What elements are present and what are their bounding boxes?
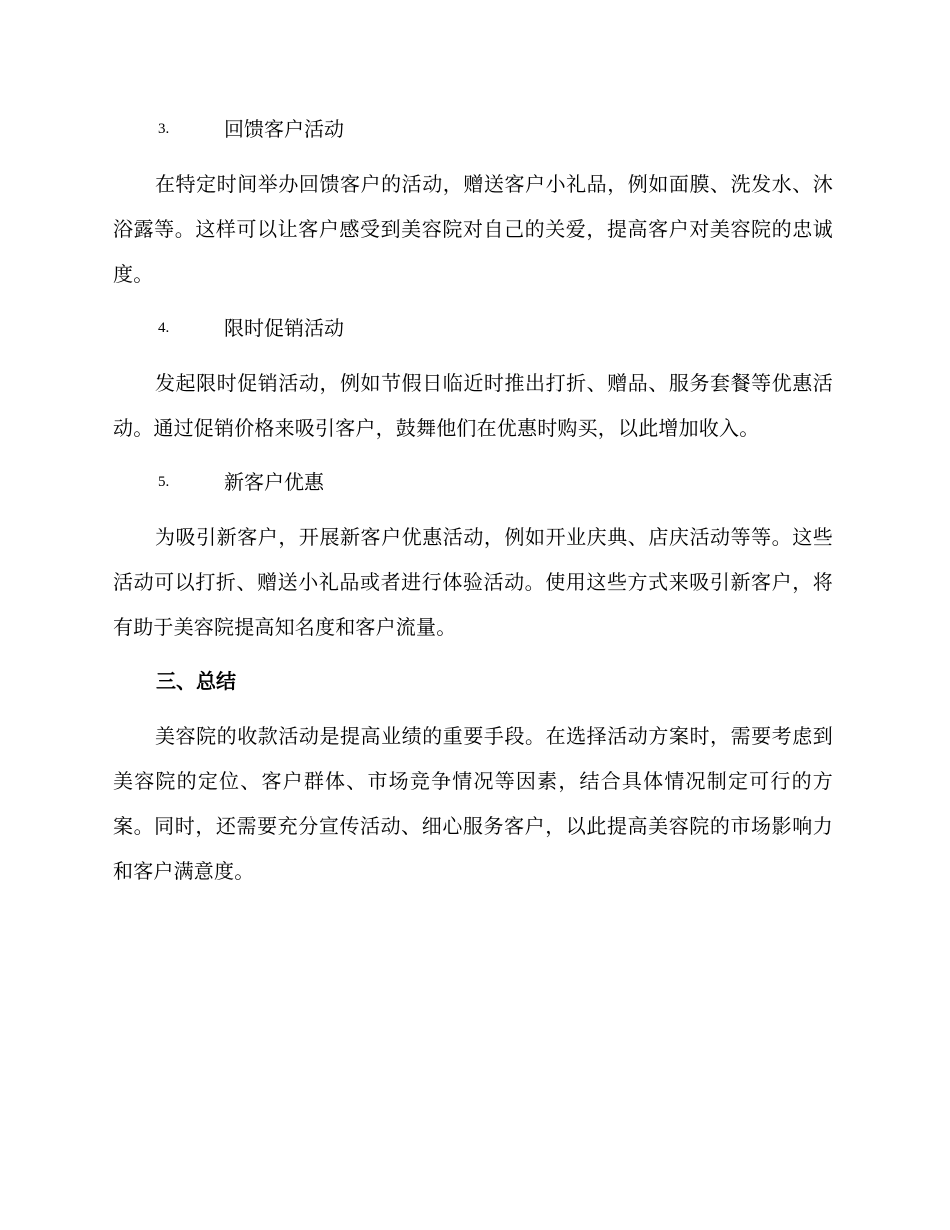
document-page (113, 110, 833, 906)
list-item-heading (113, 463, 833, 501)
list-item-title: 回馈客户活动 (224, 117, 344, 141)
body-paragraph: 在特定时间举办回馈客户的活动，赠送客户小礼品，例如面膜、洗发水、沐浴露等。这样可以让客户感受到美容院对自己的关爱，提高客户对美容院的忠诚度。 (113, 172, 833, 286)
list-item-heading (113, 309, 833, 347)
section-heading-summary: 三、总结 (156, 669, 236, 693)
list-item-title: 限时促销活动 (224, 316, 344, 340)
list-item-number: 3. (158, 121, 170, 137)
list-item-heading (113, 110, 833, 148)
list-item-title: 新客户优惠 (224, 470, 324, 494)
body-paragraph: 发起限时促销活动，例如节假日临近时推出打折、赠品、服务套餐等优惠活动。通过促销价格来吸引客户，鼓舞他们在优惠时购买，以此增加收入。 (113, 371, 833, 440)
summary-paragraph: 美容院的收款活动是提高业绩的重要手段。在选择活动方案时，需要考虑到美容院的定位、客户群体、市场竞争情况等因素，结合具体情况制定可行的方案。同时，还需要充分宣传活动、细心服务客户，以此提高美容院的市场影响力和客户满意度。 (113, 724, 833, 883)
body-paragraph: 为吸引新客户，开展新客户优惠活动，例如开业庆典、店庆活动等等。这些活动可以打折、赠送小礼品或者进行体验活动。使用这些方式来吸引新客户，将有助于美容院提高知名度和客户流量。 (113, 525, 833, 639)
list-item-number: 4. (158, 320, 170, 336)
list-item-number: 5. (158, 474, 170, 490)
